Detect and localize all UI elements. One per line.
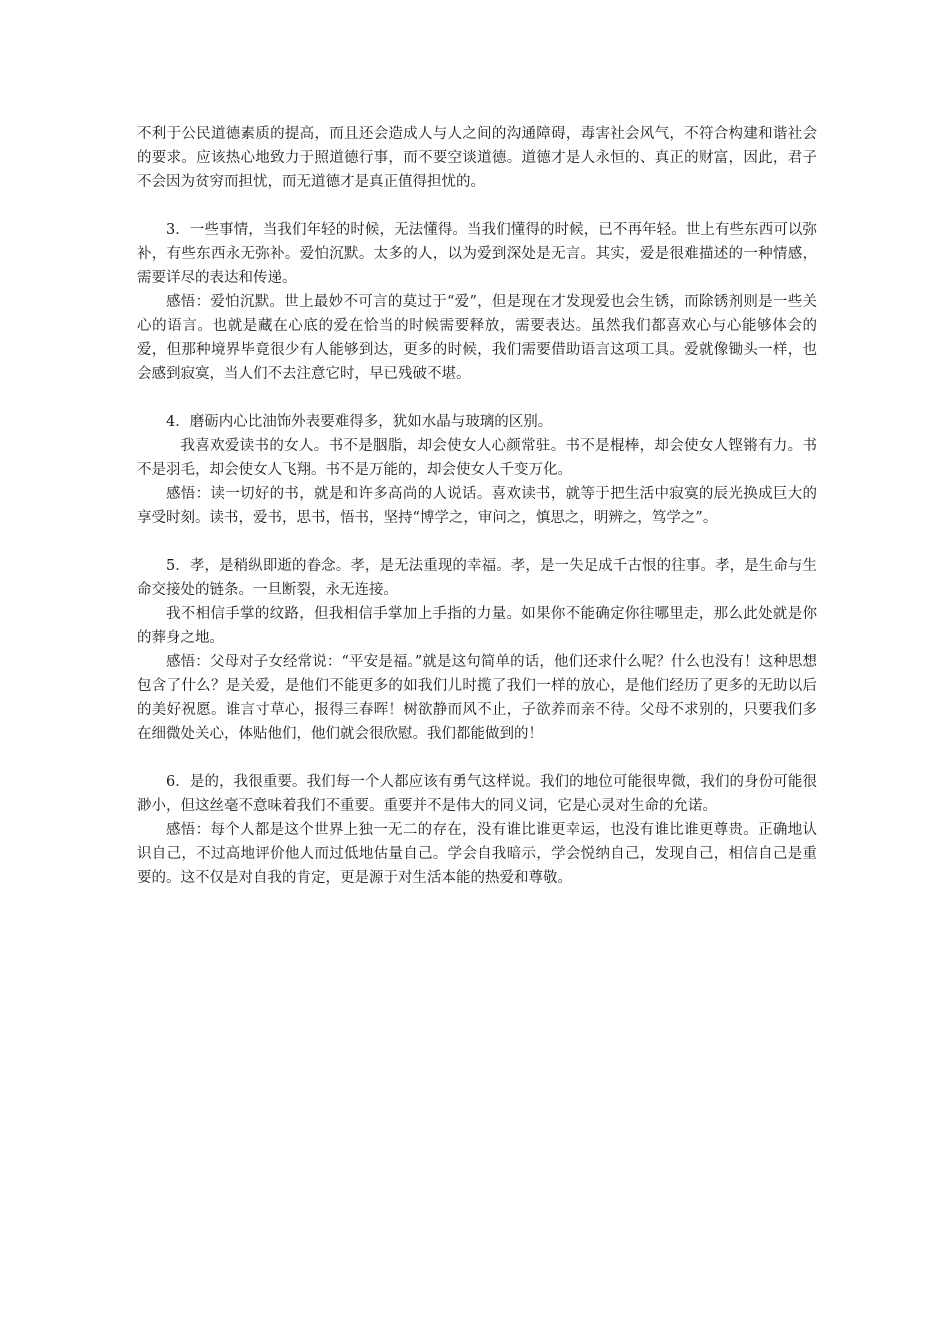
paragraph: 不利于公民道德素质的提高，而且还会造成人与人之间的沟通障碍，毒害社会风气，不符合构建和谐社会的要求。应该热心地致力于照道德行事，而不要空谈道德。道德才是人永恒的、真正的财富，因此，君子不会因为贫穷而担忧，而无道德才是真正值得担忧的。 [137,126,817,190]
section-3 [137,218,817,386]
paragraph-reflection: 感悟：父母对子女经常说：“平安是福。”就是这句简单的话，他们还求什么呢？什么也没有！这种思想包含了什么？是关爱，是他们不能更多的如我们儿时揽了我们一样的放心，是他们经历了更多的无助以后的美好祝愿。谁言寸草心，报得三春晖！树欲静而风不止，子欲养而亲不待。父母不求别的，只要我们多在细微处关心，体贴他们，他们就会很欣慰。我们都能做到的！ [137,654,817,742]
paragraph-reflection: 感悟：读一切好的书，就是和许多高尚的人说话。喜欢读书，就等于把生活中寂寞的辰光换成巨大的享受时刻。读书，爱书，思书，悟书，坚持“博学之，审问之，慎思之，明辨之，笃学之”。 [137,486,817,526]
document-page [137,122,817,914]
section-5 [137,554,817,746]
paragraph: 6．是的，我很重要。我们每一个人都应该有勇气这样说。我们的地位可能很卑微，我们的身份可能很渺小，但这丝毫不意味着我们不重要。重要并不是伟大的同义词，它是心灵对生命的允诺。 [137,774,817,814]
section-6 [137,770,817,890]
paragraph: 5．孝，是稍纵即逝的眷念。孝，是无法重现的幸福。孝，是一失足成千古恨的往事。孝，是生命与生命交接处的链条。一旦断裂，永无连接。 [137,558,817,598]
section-morality-continued [137,122,817,194]
paragraph-reflection: 感悟：每个人都是这个世界上独一无二的存在，没有谁比谁更幸运，也没有谁比谁更尊贵。正确地认识自己，不过高地评价他人而过低地估量自己。学会自我暗示，学会悦纳自己，发现自己，相信自己是重要的。这不仅是对自我的肯定，更是源于对生活本能的热爱和尊敬。 [137,822,817,886]
paragraph: 3．一些事情，当我们年轻的时候，无法懂得。当我们懂得的时候，已不再年轻。世上有些东西可以弥补，有些东西永无弥补。爱怕沉默。太多的人，以为爱到深处是无言。其实，爱是很难描述的一种情感，需要详尽的表达和传递。 [137,222,817,286]
paragraph: 4．磨砺内心比油饰外表要难得多，犹如水晶与玻璃的区别。 [166,414,553,430]
paragraph-reflection: 感悟：爱怕沉默。世上最妙不可言的莫过于“爱”，但是现在才发现爱也会生锈，而除锈剂则是一些关心的语言。也就是藏在心底的爱在恰当的时候需要释放，需要表达。虽然我们都喜欢心与心能够体会的爱，但那种境界毕竟很少有人能够到达，更多的时候，我们需要借助语言这项工具。爱就像锄头一样，也会感到寂寞，当人们不去注意它时，早已残破不堪。 [137,294,817,382]
section-4 [137,410,817,530]
paragraph: 我不相信手掌的纹路，但我相信手掌加上手指的力量。如果你不能确定你往哪里走，那么此处就是你的葬身之地。 [137,606,817,646]
paragraph: 我喜欢爱读书的女人。书不是胭脂，却会使女人心颜常驻。书不是棍棒，却会使女人铿锵有力。书不是羽毛，却会使女人飞翔。书不是万能的，却会使女人千变万化。 [137,438,817,478]
